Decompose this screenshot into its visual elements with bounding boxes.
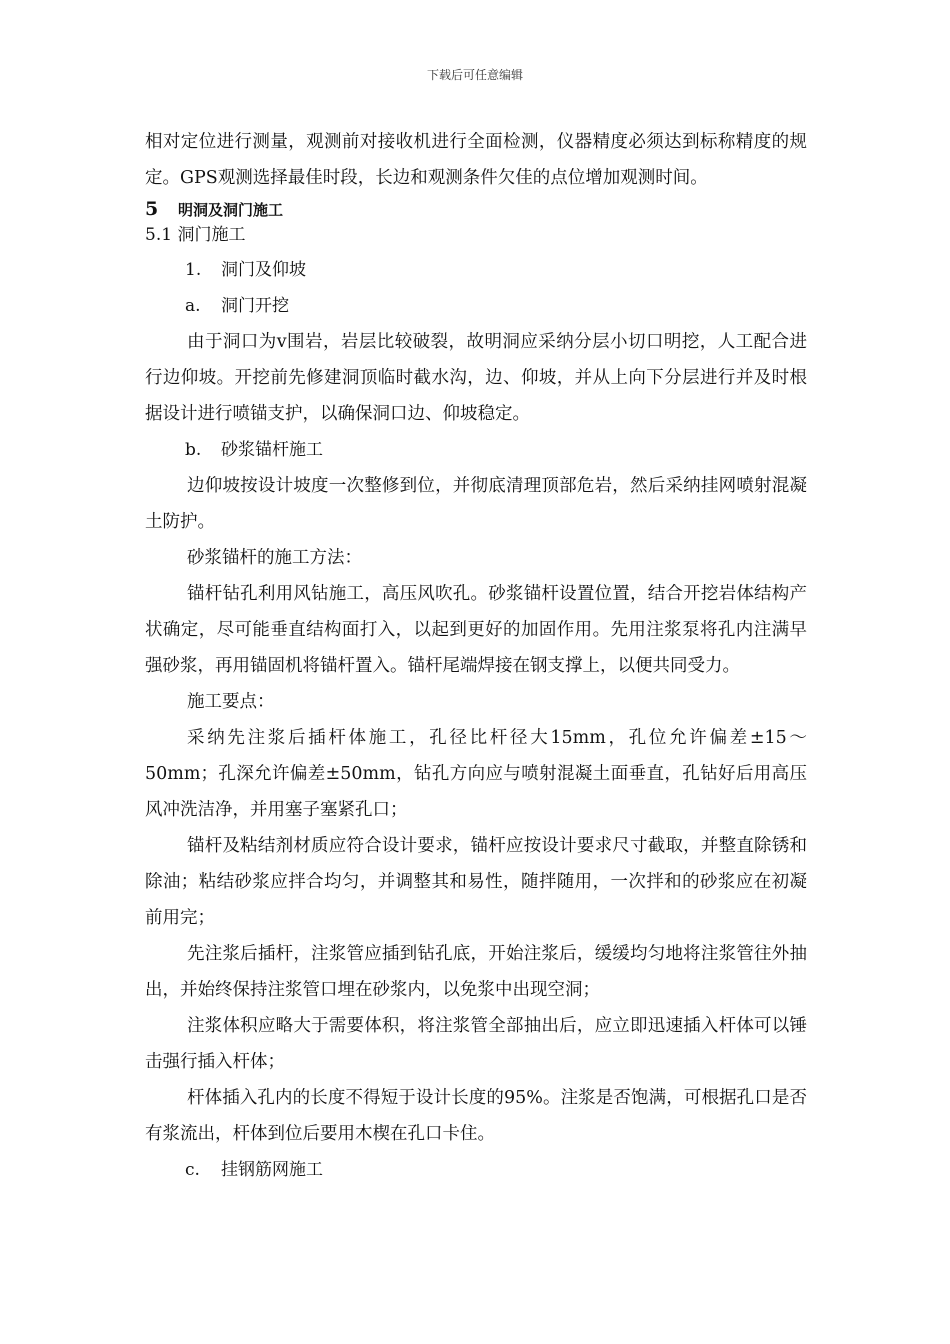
paragraph: 采纳先注浆后插杆体施工，孔径比杆径大15mm，孔位允许偏差±15～50mm；孔深允许偏差±50mm，钻孔方向应与喷射混凝土面垂直，孔钻好后用高压风冲洗洁净，并用塞子塞紧孔口； (145, 728, 807, 820)
subsection-heading: 5.1 洞门施工 (145, 225, 246, 245)
list-item (145, 252, 807, 288)
section-title: 明洞及洞门施工 (178, 201, 284, 219)
section-heading (145, 196, 807, 222)
list-marker: 1. (185, 260, 202, 280)
section-number: 5 (145, 198, 159, 220)
document-body (145, 124, 807, 1188)
list-item (145, 288, 807, 324)
paragraph: 砂浆锚杆的施工方法： (187, 548, 362, 568)
paragraph: 注浆体积应略大于需要体积，将注浆管全部抽出后，应立即迅速插入杆体可以锤击强行插入杆体； (145, 1016, 807, 1072)
list-marker: b. (185, 440, 202, 460)
paragraph: 边仰坡按设计坡度一次整修到位，并彻底清理顶部危岩，然后采纳挂网喷射混凝土防护。 (145, 476, 807, 532)
paragraph: 相对定位进行测量，观测前对接收机进行全面检测，仪器精度必须达到标称精度的规定。GPS观测选择最佳时段，长边和观测条件欠佳的点位增加观测时间。 (145, 132, 807, 188)
paragraph: 施工要点： (187, 692, 275, 712)
paragraph: 杆体插入孔内的长度不得短于设计长度的95%。注浆是否饱满，可根据孔口是否有浆流出，杆体到位后要用木楔在孔口卡住。 (145, 1088, 807, 1144)
list-item-text: 砂浆锚杆施工 (221, 440, 323, 460)
list-marker: a. (185, 296, 201, 316)
paragraph: 先注浆后插杆，注浆管应插到钻孔底，开始注浆后，缓缓均匀地将注浆管往外抽出，并始终保持注浆管口埋在砂浆内，以免浆中出现空洞； (145, 944, 807, 1000)
list-item-text: 挂钢筋网施工 (221, 1160, 323, 1180)
list-item-text: 洞门开挖 (221, 296, 289, 316)
list-item (145, 432, 807, 468)
page-header: 下载后可任意编辑 (426, 68, 523, 82)
paragraph: 锚杆及粘结剂材质应符合设计要求，锚杆应按设计要求尺寸截取，并整直除锈和除油；粘结砂浆应拌合均匀，并调整其和易性，随拌随用，一次拌和的砂浆应在初凝前用完； (145, 836, 807, 928)
paragraph: 由于洞口为ⅴ围岩，岩层比较破裂，故明洞应采纳分层小切口明挖，人工配合进行边仰坡。开挖前先修建洞顶临时截水沟，边、仰坡，并从上向下分层进行并及时根据设计进行喷锚支护，以确保洞口边、仰坡稳定。 (145, 332, 807, 424)
list-item-text: 洞门及仰坡 (221, 260, 306, 280)
paragraph: 锚杆钻孔利用风钻施工，高压风吹孔。砂浆锚杆设置位置，结合开挖岩体结构产状确定，尽可能垂直结构面打入，以起到更好的加固作用。先用注浆泵将孔内注满早强砂浆，再用锚固机将锚杆置入。锚杆尾端焊接在钢支撑上，以便共同受力。 (145, 584, 807, 676)
list-marker: c. (185, 1160, 200, 1180)
list-item (145, 1152, 807, 1188)
